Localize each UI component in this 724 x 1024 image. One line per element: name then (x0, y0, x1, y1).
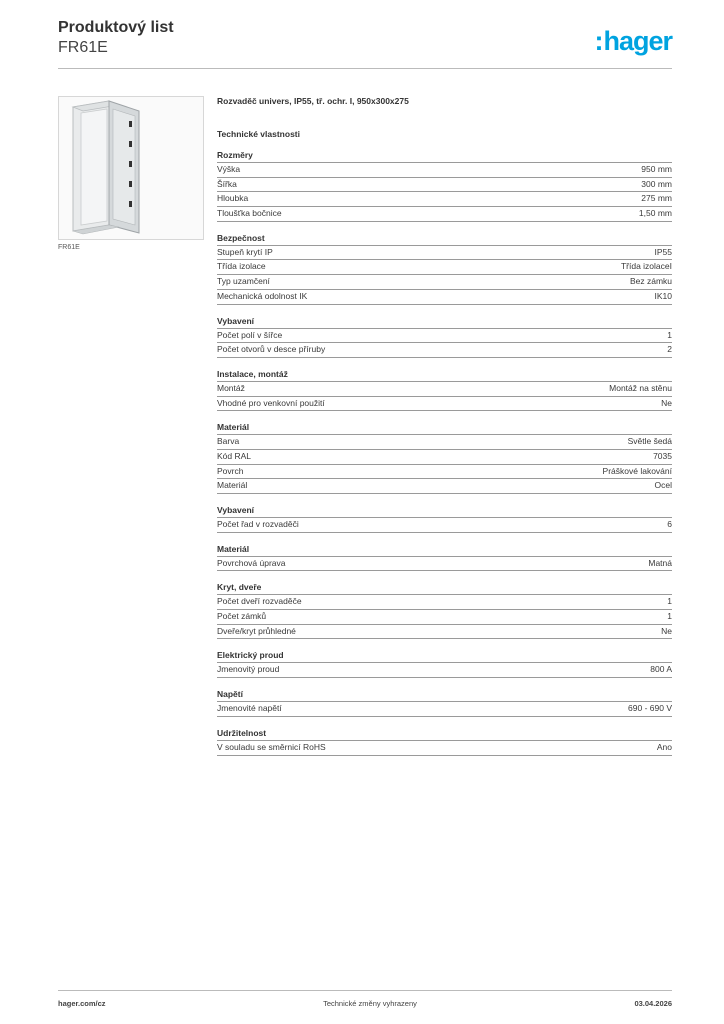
spec-section (217, 368, 672, 411)
spec-value: Ocel (654, 480, 672, 491)
spec-label: Počet dveří rozvaděče (217, 596, 302, 607)
spec-row (217, 329, 672, 344)
product-code: FR61E (58, 39, 108, 56)
spec-label: Počet polí v šířce (217, 329, 283, 340)
spec-label: Dveře/kryt průhledné (217, 625, 296, 636)
image-caption: FR61E (58, 244, 80, 251)
footer-divider (58, 990, 672, 991)
spec-section (217, 543, 672, 572)
section-title: Vybavení (217, 315, 672, 329)
spec-section (217, 232, 672, 305)
spec-value: Ano (656, 741, 672, 752)
product-image (58, 96, 204, 240)
spec-row (217, 479, 672, 494)
spec-value: IP55 (654, 246, 672, 257)
hager-logo: :hager (594, 26, 672, 56)
spec-value: 1 (667, 611, 672, 622)
spec-value: Ne (661, 397, 672, 408)
spec-value: 300 mm (641, 178, 672, 189)
footer-date: 03.04.2026 (634, 999, 672, 1008)
product-name: Rozvaděč univers, IP55, tř. ochr. I, 950x300x275 (217, 96, 409, 106)
spec-value: Matná (648, 557, 672, 568)
spec-label: Jmenovité napětí (217, 703, 282, 714)
spec-section (217, 727, 672, 756)
spec-row (217, 702, 672, 717)
spec-row (217, 663, 672, 678)
spec-section (217, 421, 672, 494)
spec-row (217, 557, 672, 572)
spec-label: Tloušťka bočnice (217, 208, 282, 219)
spec-row (217, 435, 672, 450)
spec-label: Povrch (217, 465, 244, 476)
section-title: Materiál (217, 543, 672, 557)
spec-label: Počet řad v rozvaděči (217, 519, 299, 529)
section-title: Bezpečnost (217, 232, 672, 246)
spec-value: 275 mm (641, 193, 672, 204)
logo-text: hager (603, 26, 672, 56)
spec-row (217, 178, 672, 193)
spec-label: Počet otvorů v desce příruby (217, 344, 326, 355)
spec-value: 800 A (650, 664, 672, 675)
spec-row (217, 397, 672, 412)
section-title: Napětí (217, 688, 672, 702)
spec-section (217, 504, 672, 533)
section-title: Rozměry (217, 149, 672, 163)
section-title: Udržitelnost (217, 727, 672, 741)
spec-label: Výška (217, 164, 241, 174)
page-title: Produktový list (58, 19, 174, 36)
spec-value: Montáž na stěnu (609, 382, 672, 393)
spec-value: IK10 (654, 290, 672, 301)
spec-row (217, 610, 672, 625)
tech-title: Technické vlastnosti (217, 129, 300, 139)
section-title: Vybavení (217, 504, 672, 518)
spec-label: Kód RAL (217, 450, 252, 461)
spec-label: Šířka (217, 178, 237, 189)
section-title: Instalace, montáž (217, 368, 672, 382)
section-title: Materiál (217, 421, 672, 435)
spec-value: 690 - 690 V (628, 703, 672, 714)
spec-sections (217, 149, 672, 756)
page-footer (58, 990, 672, 1008)
page-header (58, 18, 672, 70)
spec-row (217, 741, 672, 756)
spec-row (217, 163, 672, 178)
spec-value: Třída izolaceI (620, 261, 672, 272)
cabinet-illustration (59, 97, 203, 239)
section-title: Kryt, dveře (217, 581, 672, 595)
spec-value: Práškové lakování (602, 465, 672, 476)
spec-section (217, 315, 672, 358)
spec-label: Jmenovitý proud (217, 664, 280, 675)
spec-row (217, 260, 672, 275)
spec-section (217, 149, 672, 222)
spec-row (217, 518, 672, 533)
spec-value: Bez zámku (629, 276, 672, 287)
spec-label: Typ uzamčení (217, 276, 270, 287)
spec-content (217, 96, 672, 756)
spec-value: 950 mm (641, 164, 672, 174)
footer-website[interactable]: hager.com/cz (58, 999, 106, 1008)
spec-row (217, 625, 672, 640)
spec-row (217, 382, 672, 397)
spec-value: 1,50 mm (638, 208, 672, 219)
section-title: Elektrický proud (217, 649, 672, 663)
spec-label: Hloubka (217, 193, 249, 204)
spec-row (217, 290, 672, 305)
spec-row (217, 465, 672, 480)
spec-label: Mechanická odolnost IK (217, 290, 308, 301)
spec-row (217, 192, 672, 207)
spec-section (217, 649, 672, 678)
spec-label: Povrchová úprava (217, 557, 286, 568)
spec-row (217, 207, 672, 222)
spec-value: 6 (667, 519, 672, 529)
spec-label: Vhodné pro venkovní použití (217, 397, 325, 408)
spec-value: Světle šedá (627, 436, 672, 447)
spec-label: Barva (217, 436, 240, 447)
spec-value: 1 (667, 596, 672, 607)
spec-value: 2 (667, 344, 672, 355)
spec-label: Třída izolace (217, 261, 266, 272)
spec-row (217, 246, 672, 261)
footer-notice: Technické změny vyhrazeny (323, 999, 417, 1008)
spec-value: 7035 (653, 450, 672, 461)
spec-label: Stupeň krytí IP (217, 246, 273, 257)
spec-label: Materiál (217, 480, 248, 491)
spec-label: Montáž (217, 382, 245, 393)
spec-row (217, 595, 672, 610)
spec-label: V souladu se směrnicí RoHS (217, 741, 326, 752)
spec-section (217, 688, 672, 717)
spec-row (217, 450, 672, 465)
spec-value: 1 (667, 329, 672, 340)
spec-value: Ne (661, 625, 672, 636)
header-divider (58, 68, 672, 69)
spec-section (217, 581, 672, 639)
spec-row (217, 275, 672, 290)
spec-row (217, 343, 672, 358)
spec-label: Počet zámků (217, 611, 267, 622)
